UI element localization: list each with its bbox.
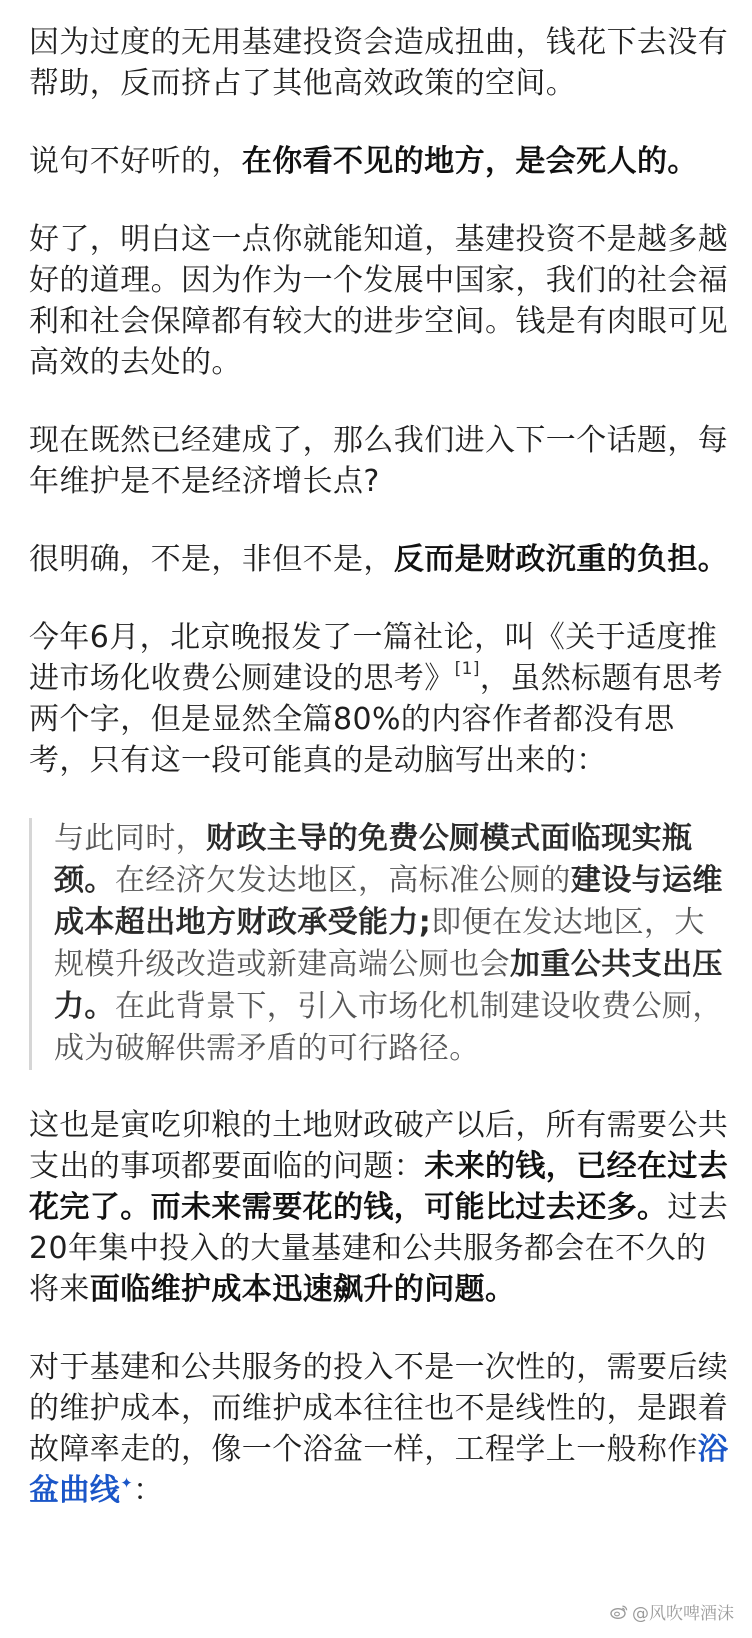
paragraph-2-text: 说句不好听的，	[29, 144, 242, 179]
paragraph-1-text: 因为过度的无用基建投资会造成扭曲，钱花下去没有帮助，反而挤占了其他高效政策的空间。	[29, 25, 729, 101]
reference-marker[interactable]: [1]	[454, 659, 480, 679]
quote-text-4: 在此背景下，引入市场化机制建设收费公厕，成为破解供需矛盾的可行路径。	[54, 989, 723, 1066]
paragraph-2-emphasis: 在你看不见的地方，是会死人的。	[241, 144, 698, 179]
paragraph-6-text: 今年6月，北京晚报发了一篇社论，叫《关于适度推进市场化收费公厕建设的思考》	[29, 620, 718, 696]
weibo-watermark	[610, 1599, 734, 1624]
paragraph-8-emphasis-2: 面临维护成本迅速飙升的问题。	[89, 1272, 516, 1307]
quote-text-1: 与此同时，	[54, 821, 206, 856]
paragraph-1	[29, 22, 729, 104]
quote-emphasis-1: 财政主导的免费公厕模式面临现实瓶颈。	[54, 821, 693, 898]
paragraph-8	[29, 1105, 729, 1310]
sparkle-icon: ✦	[120, 1474, 134, 1492]
article-body	[29, 22, 729, 1548]
bathtub-curve-link[interactable]: 浴盆曲线	[29, 1432, 729, 1508]
watermark-text: @风吹啤酒沫	[632, 1604, 734, 1624]
paragraph-3	[29, 219, 729, 383]
paragraph-5-emphasis: 反而是财政沉重的负担。	[393, 542, 729, 577]
quote-emphasis-2: 建设与运维成本超出地方财政承受能力;	[54, 863, 723, 940]
paragraph-5-text: 很明确，不是，非但不是，	[29, 542, 394, 577]
weibo-icon	[610, 1604, 628, 1619]
paragraph-9-colon: ：	[133, 1473, 164, 1508]
paragraph-8-text: 这也是寅吃卯粮的土地财政破产以后，所有需要公共支出的事项都要面临的问题：	[29, 1108, 729, 1184]
paragraph-2	[29, 141, 729, 182]
paragraph-3-text: 好了，明白这一点你就能知道，基建投资不是越多越好的道理。因为作为一个发展中国家，我们的社会福利和社会保障都有较大的进步空间。钱是有肉眼可见高效的去处的。	[29, 222, 729, 380]
paragraph-5	[29, 539, 729, 580]
quote-emphasis-3: 加重公共支出压力。	[54, 947, 723, 1024]
paragraph-4	[29, 420, 729, 502]
paragraph-8-emphasis-1: 未来的钱，已经在过去花完了。而未来需要花的钱，可能比过去还多。	[29, 1149, 729, 1225]
quote-text-3: 即便在发达地区，大规模升级改造或新建高端公厕也会	[54, 905, 705, 982]
paragraph-6-text-continued: ，虽然标题有思考两个字，但是显然全篇80%的内容作者都没有思考，只有这一段可能真的是动脑写出来的：	[29, 661, 724, 778]
blockquote	[29, 818, 729, 1070]
paragraph-9-text: 对于基建和公共服务的投入不是一次性的，需要后续的维护成本，而维护成本往往也不是线性的，是跟着故障率走的，像一个浴盆一样，工程学上一般称作	[29, 1350, 729, 1467]
paragraph-9	[29, 1347, 729, 1511]
paragraph-6	[29, 617, 729, 781]
paragraph-4-text: 现在既然已经建成了，那么我们进入下一个话题，每年维护是不是经济增长点?	[29, 423, 729, 499]
quote-text-2: 在经济欠发达地区，高标准公厕的	[114, 863, 571, 898]
paragraph-8-text-continued: 过去20年集中投入的大量基建和公共服务都会在不久的将来	[29, 1190, 729, 1307]
